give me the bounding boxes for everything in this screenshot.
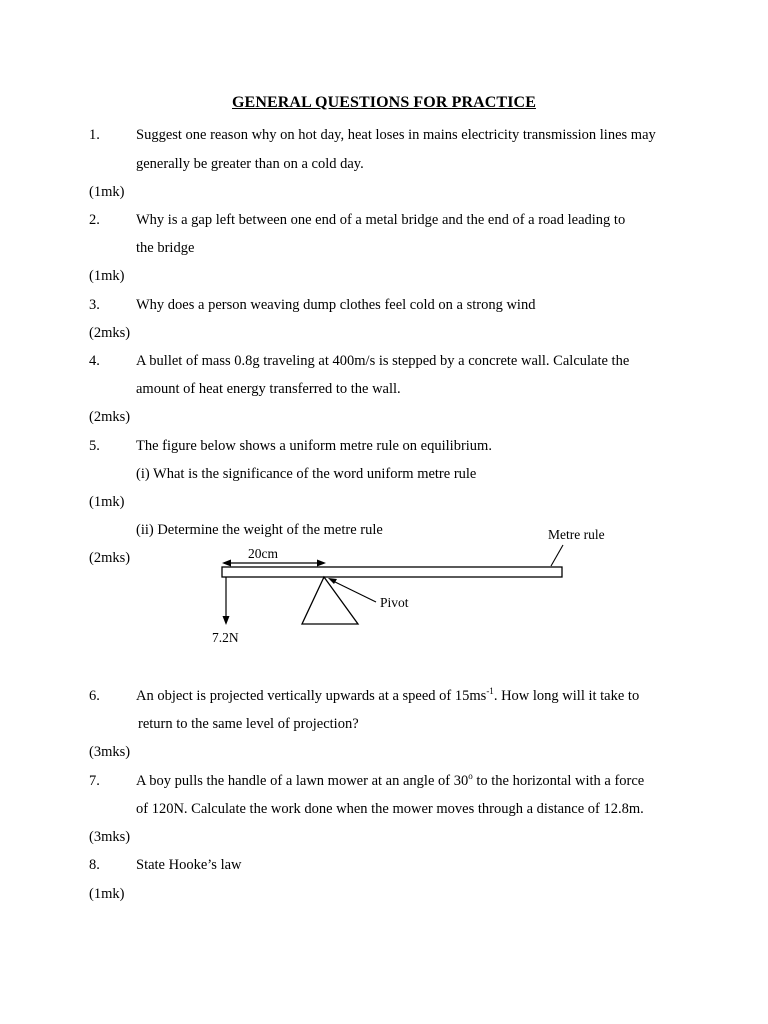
question-5-marks-2: (2mks) [89,550,131,566]
distance-arrow-right-head [317,560,326,567]
force-label: 7.2N [212,630,239,645]
question-5-text-line-1: The figure below shows a uniform metre rule on equilibrium. [136,438,492,454]
page-title: GENERAL QUESTIONS FOR PRACTICE [232,94,536,111]
distance-arrow-left-head [222,560,231,567]
question-4-text-line-2: amount of heat energy transferred to the wall. [136,381,401,397]
question-6-text-line-1: An object is projected vertically upwards at a speed of $15ms^{-1}$. How long will it take to [136,686,640,704]
metre-rule-pointer [551,545,563,566]
question-8-number: 8. [89,857,100,873]
question-2-marks: (1mk) [89,268,125,284]
question-8-text-line-1: State Hooke’s law [136,857,242,873]
question-7-marks: (3mks) [89,829,131,845]
question-4-marks: (2mks) [89,409,131,425]
question-1-marks: (1mk) [89,184,125,200]
question-3-marks: (2mks) [89,325,131,341]
metre-rule-label: Metre rule [548,527,605,542]
question-6-number: 6. [89,688,100,704]
pivot-triangle [302,577,358,624]
question-7-text-line-1: A boy pulls the handle of a lawn mower at an angle of 30$^o$ to the horizontal with a force [136,771,645,789]
question-4-number: 4. [89,353,100,369]
metre-rule-figure [200,520,630,660]
question-1-text-line-1: Suggest one reason why on hot day, heat loses in mains electricity transmission lines may [136,127,656,143]
question-2-text-line-1: Why is a gap left between one end of a metal bridge and the end of a road leading to [136,212,626,228]
question-5-marks: (1mk) [89,494,125,510]
question-5-text-line-2: (i) What is the significance of the word uniform metre rule [136,466,477,482]
question-6-marks: (3mks) [89,744,131,760]
question-4-text-line-1: A bullet of mass 0.8g traveling at 400m/s is stepped by a concrete wall. Calculate the [136,353,630,369]
question-7-text-line-2: of 120N. Calculate the work done when the mower moves through a distance of 12.8m. [136,801,644,817]
question-6-text-line-2: return to the same level of projection? [138,716,359,732]
question-1-number: 1. [89,127,100,143]
question-2-text-line-2: the bridge [136,240,195,256]
distance-label: 20cm [248,546,278,561]
question-2-number: 2. [89,212,100,228]
question-8-marks: (1mk) [89,886,125,902]
pivot-pointer-head [328,578,337,584]
metre-rule-bar [222,567,562,577]
question-3-number: 3. [89,297,100,313]
pivot-label: Pivot [380,595,409,610]
question-3-text-line-1: Why does a person weaving dump clothes feel cold on a strong wind [136,297,536,313]
question-5-part-2: (ii) Determine the weight of the metre rule [136,522,383,538]
question-7-number: 7. [89,773,100,789]
question-1-text-line-2: generally be greater than on a cold day. [136,156,364,172]
force-arrow-head [223,616,230,625]
question-5-number: 5. [89,438,100,454]
